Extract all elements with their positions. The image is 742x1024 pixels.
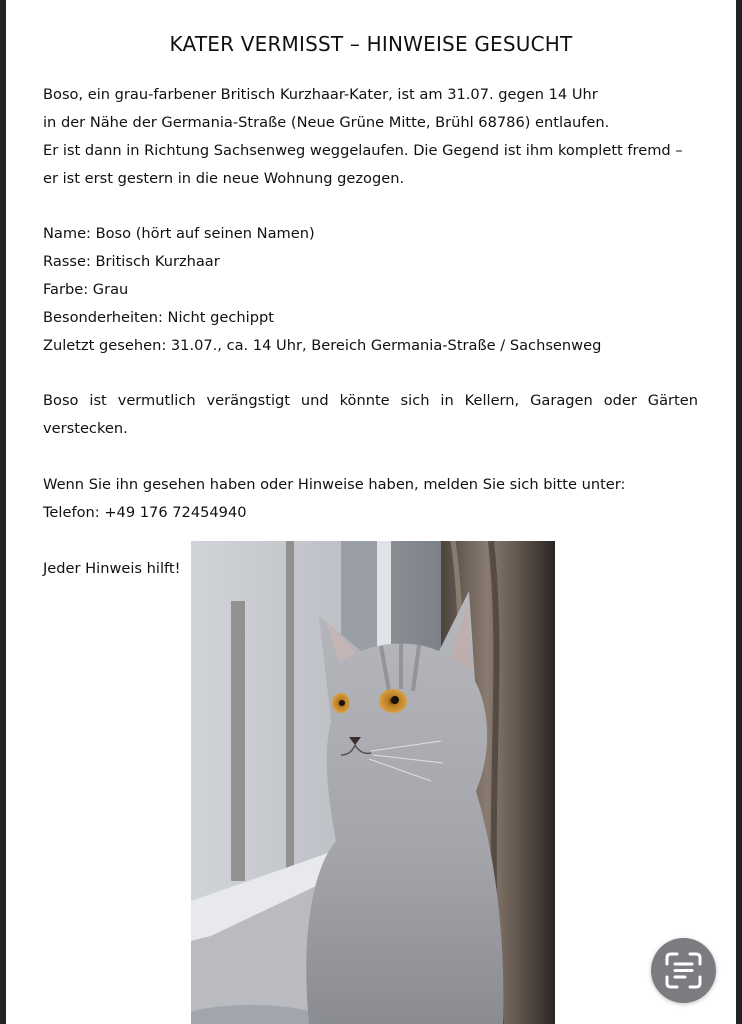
intro-line-1: Boso, ein grau-farbener Britisch Kurzhaar-Kater, ist am 31.07. gegen 14 Uhr [43, 86, 598, 103]
detail-features: Besonderheiten: Nicht gechippt [43, 309, 274, 326]
cat-photo-illustration [191, 541, 555, 1024]
scan-text-button[interactable] [651, 938, 716, 1003]
intro-line-4: er ist erst gestern in die neue Wohnung gezogen. [43, 170, 405, 187]
document-page [6, 0, 736, 1024]
document-title: KATER VERMISST – HINWEISE GESUCHT [169, 32, 573, 56]
intro-line-2: in der Nähe der Germania-Straße (Neue Grüne Mitte, Brühl 68786) entlaufen. [43, 114, 610, 131]
detail-last-seen: Zuletzt gesehen: 31.07., ca. 14 Uhr, Bereich Germania-Straße / Sachsenweg [43, 337, 602, 354]
intro-line-3: Er ist dann in Richtung Sachsenweg weggelaufen. Die Gegend ist ihm komplett fremd – [43, 142, 683, 159]
cat-photo [191, 541, 555, 1024]
text-scan-icon [651, 938, 716, 1003]
detail-breed: Rasse: Britisch Kurzhaar [43, 253, 220, 270]
detail-color: Farbe: Grau [43, 281, 129, 298]
hiding-line-2: verstecken. [43, 420, 128, 437]
detail-name: Name: Boso (hört auf seinen Namen) [43, 225, 315, 242]
hiding-line-1: Boso ist vermutlich verängstigt und könnte sich in Kellern, Garagen oder Gärten [43, 392, 698, 409]
contact-phone: Telefon: +49 176 72454940 [43, 504, 247, 521]
contact-line: Wenn Sie ihn gesehen haben oder Hinweise haben, melden Sie sich bitte unter: [43, 476, 626, 493]
closing-text: Jeder Hinweis hilft! [43, 560, 181, 577]
